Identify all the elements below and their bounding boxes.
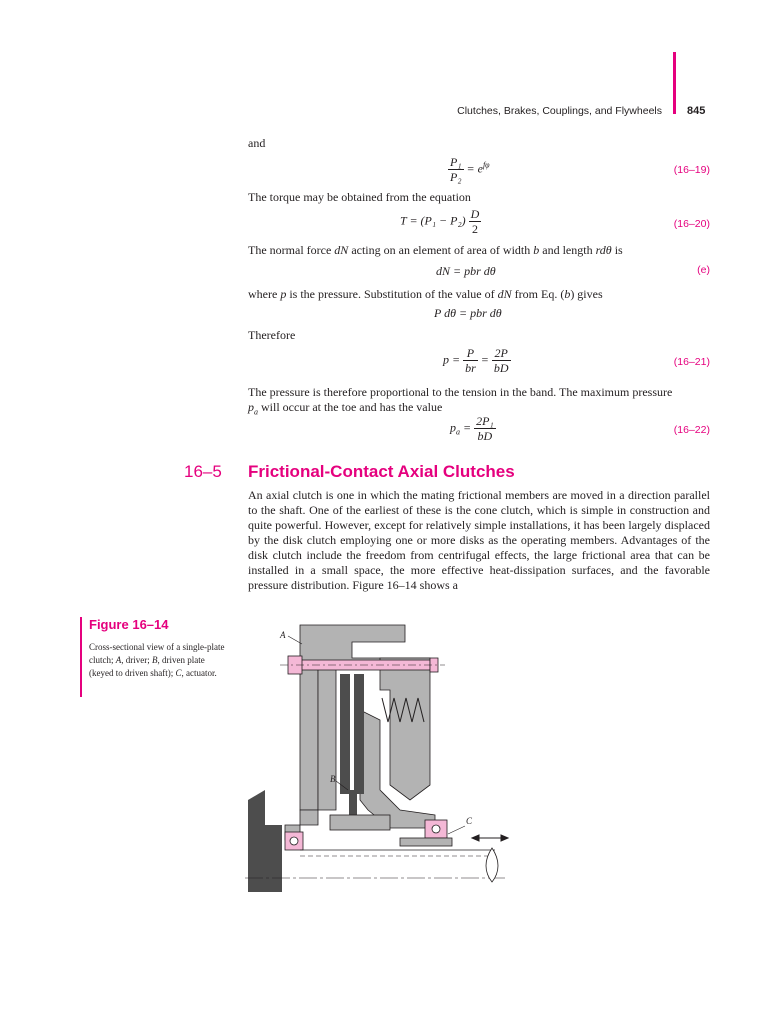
text-where-pressure: where p is the pressure. Substitution of the value of dN from Eq. (b) gives xyxy=(248,287,603,301)
text-and: and xyxy=(248,136,266,150)
section-body: An axial clutch is one in which the mating frictional members are moved in a direction parallel to the shaft. One of the earliest of these is the cone clutch, which is simple in construction and quite powerful. However, except for relatively simple installations, it has been largely displaced by the disk clutch employing one or more disks as the operating members. Advantages of the disk clutch include the freedom from centrifugal effects, the large frictional area that can be installed in a small space, the more effective heat-dissipation surfaces, and the favorable pressure distribution. Figure 16–14 shows a xyxy=(248,488,710,592)
clutch-cross-section-diagram xyxy=(240,610,520,900)
bearing-ball-icon xyxy=(290,837,298,845)
leader-c xyxy=(448,826,465,834)
running-head: Clutches, Brakes, Couplings, and Flywheels xyxy=(457,105,662,117)
text-pressure-proportional: The pressure is therefore proportional to the tension in the band. The maximum pressure $p_a$ will occur at the toe and has the value xyxy=(248,385,673,417)
equation-number: (e) xyxy=(697,264,710,276)
figure-accent-bar xyxy=(80,617,82,697)
eq-numerator: D xyxy=(470,207,480,221)
bearing-ball-icon xyxy=(432,825,440,833)
header-accent-rule xyxy=(673,52,676,114)
eq-fraction xyxy=(448,155,464,184)
frame-housing-upper xyxy=(248,790,265,825)
friction-disk-right xyxy=(354,674,364,794)
equation-number: (16–21) xyxy=(673,356,710,368)
eq-denominator: 2 xyxy=(471,222,478,236)
callout-a: A xyxy=(280,630,286,640)
pressure-plate-housing xyxy=(380,658,430,800)
eq-fraction: $\frac{2P}{bD}$ xyxy=(493,346,509,375)
text-torque-intro: The torque may be obtained from the equation xyxy=(248,190,471,204)
friction-disk-left xyxy=(340,674,350,794)
eq-fraction: $\frac{P}{br}$ xyxy=(465,346,476,375)
eq-rhs: = e xyxy=(466,161,483,176)
section-number: 16–5 xyxy=(184,462,222,481)
callout-c: C xyxy=(466,816,473,826)
text-normal-force: The normal force dN acting on an element of area of width b and length rdθ is xyxy=(248,243,623,257)
equation-16-22: $p_a$ = $\frac{\text{2P₁}}{bD}$ xyxy=(450,414,494,443)
eq-numerator: P₁ xyxy=(450,155,462,169)
driver-web xyxy=(318,664,336,810)
section-title: Frictional-Contact Axial Clutches xyxy=(248,462,515,481)
figure-label: Figure 16–14 xyxy=(89,617,169,632)
callout-b: B xyxy=(330,774,336,784)
eq-denominator: P₂ xyxy=(450,170,462,184)
page-number: 845 xyxy=(687,105,706,117)
equation-e: dN = pbr dθ xyxy=(436,264,496,278)
text-therefore: Therefore xyxy=(248,328,296,342)
equation-number: (16–20) xyxy=(673,218,710,230)
equation-16-21: p = $\frac{P}{br}$ = $\frac{2P}{bD}$ xyxy=(443,346,509,375)
shaft-break-icon xyxy=(486,848,498,882)
equation-16-20 xyxy=(400,207,481,236)
equation-substitution: P dθ = pbr dθ xyxy=(434,306,502,320)
eq-fraction xyxy=(469,207,482,236)
driven-hub xyxy=(330,815,390,830)
eq-exponent: fφ xyxy=(482,160,490,170)
frame-housing xyxy=(248,825,282,892)
figure-caption: Cross-sectional view of a single-plate clutch; A, driver; B, driven plate (keyed to driven shaft); C, actuator. xyxy=(89,642,225,678)
eq-lhs: T = (P₁ − P₂) xyxy=(400,213,466,228)
double-arrow-icon xyxy=(472,835,508,841)
eq-fraction: $\frac{\text{2P₁}}{bD}$ xyxy=(476,414,494,443)
equation-number: (16–22) xyxy=(673,424,710,436)
equation-number: (16–19) xyxy=(673,164,710,176)
actuator-sleeve xyxy=(400,838,452,846)
equation-16-19 xyxy=(448,155,490,184)
